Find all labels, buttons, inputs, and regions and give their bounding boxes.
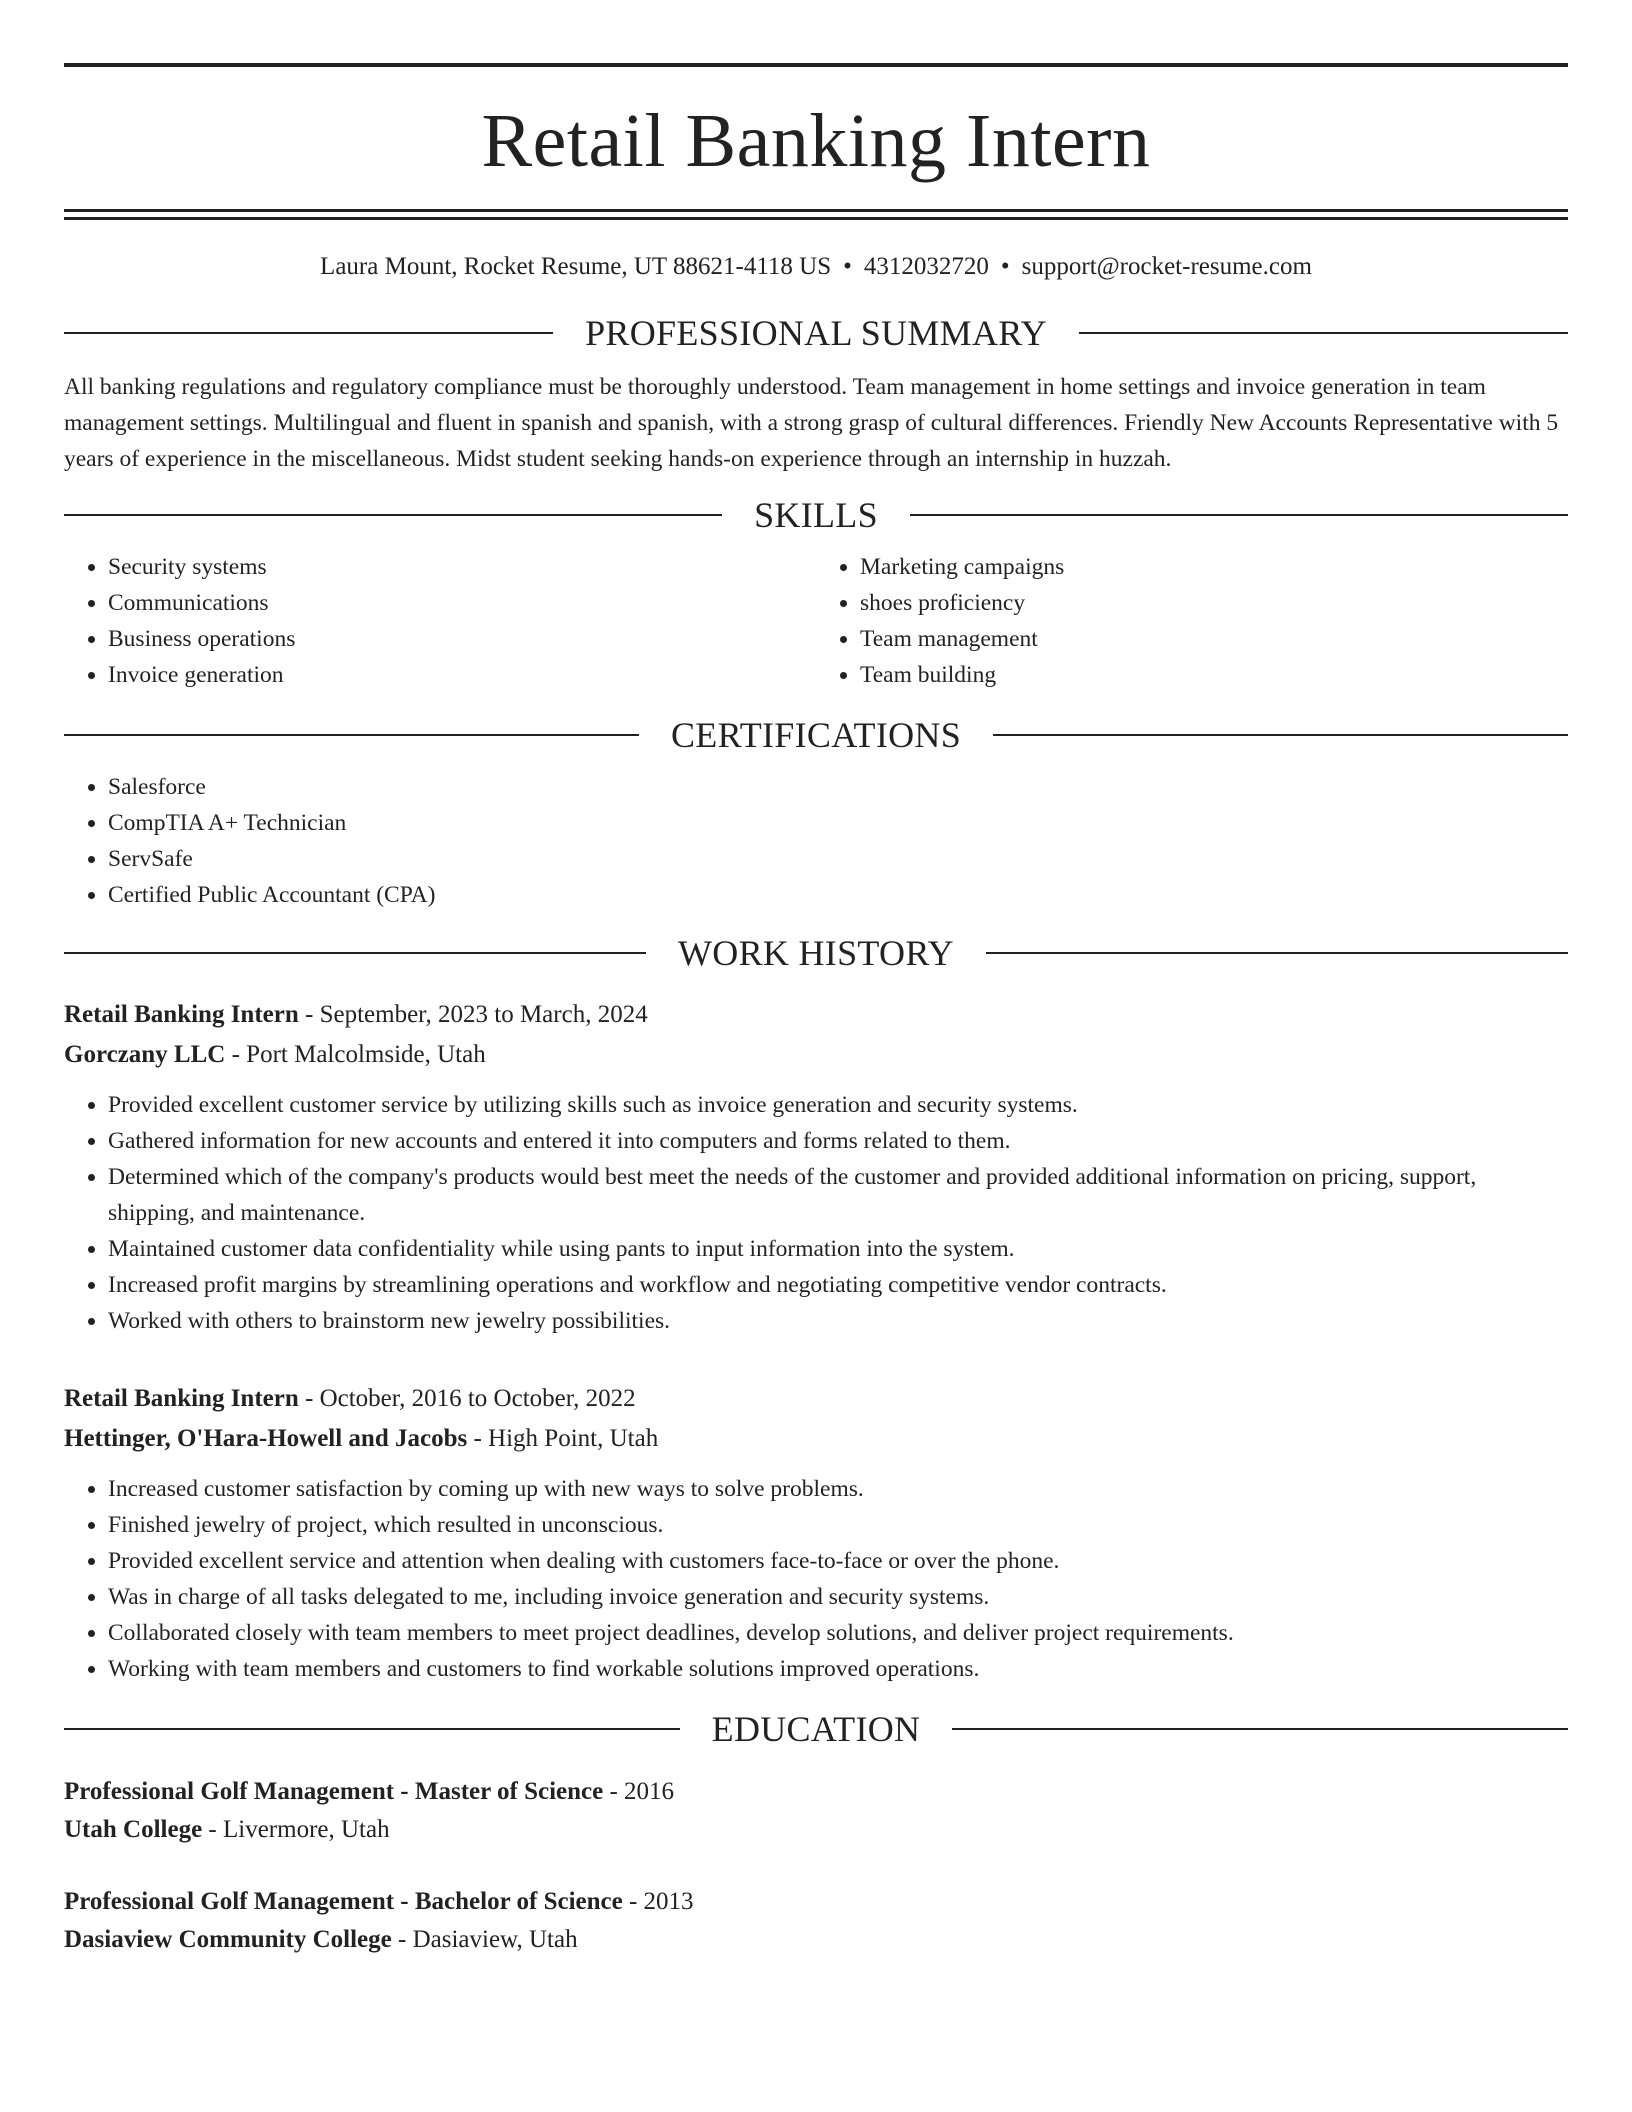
education-degree-line: [64, 1773, 1568, 1811]
work-section-title: WORK HISTORY: [678, 933, 954, 973]
job-title-line: [64, 1379, 1568, 1419]
job-bullet: • Finished jewelry of project, which resulted in unconscious.: [108, 1507, 1568, 1543]
job-bullet: • Was in charge of all tasks delegated to me, including invoice generation and security systems.: [108, 1579, 1568, 1615]
skill-item: • Team building: [860, 657, 1568, 693]
contact-address: Laura Mount, Rocket Resume, UT 88621-4118 US: [320, 253, 832, 280]
job-bullets: [64, 1471, 1568, 1687]
job-dates: - September, 2023 to March, 2024: [298, 1001, 648, 1028]
contact-email: support@rocket-resume.com: [1021, 253, 1312, 280]
job-bullet: • Gathered information for new accounts and entered it into computers and forms related to them.: [108, 1123, 1568, 1159]
section-rule-left: [64, 734, 639, 736]
double-rule: [64, 209, 1568, 220]
job-bullet: • Provided excellent customer service by utilizing skills such as invoice generation and security systems.: [108, 1087, 1568, 1123]
skills-column-left: [64, 549, 816, 693]
job-bullets: [64, 1087, 1568, 1339]
education-entry: [64, 1773, 1568, 1849]
job-title: Retail Banking Intern: [64, 1385, 299, 1412]
education-section-header: [64, 1711, 1568, 1747]
certification-item: • Salesforce: [108, 769, 1568, 805]
section-rule-right: [1079, 332, 1568, 334]
section-rule-right: [986, 952, 1568, 954]
education-location: - Dasiaview, Utah: [391, 1926, 578, 1953]
resume-title: Retail Banking Intern: [481, 99, 1151, 183]
job-entry: [64, 995, 1568, 1339]
contact-separator: •: [1000, 253, 1010, 280]
education-school-line: [64, 1811, 1568, 1849]
job-company-line: [64, 1035, 1568, 1075]
education-school-line: [64, 1921, 1568, 1959]
section-rule-right: [952, 1728, 1568, 1730]
job-title-line: [64, 995, 1568, 1035]
job-bullet: • Determined which of the company's products would best meet the needs of the customer and provided additional information on pricing, support, shipping, and maintenance.: [108, 1159, 1568, 1231]
certification-item: • ServSafe: [108, 841, 1568, 877]
certification-item: • Certified Public Accountant (CPA): [108, 877, 1568, 913]
skill-item: • Communications: [108, 585, 816, 621]
job-company: Gorczany LLC: [64, 1041, 226, 1068]
contact-line: [64, 254, 1568, 279]
education-year: - 2013: [622, 1888, 694, 1915]
job-company: Hettinger, O'Hara-Howell and Jacobs: [64, 1425, 468, 1452]
job-bullet: • Increased profit margins by streamlining operations and workflow and negotiating competitive vendor contracts.: [108, 1267, 1568, 1303]
job-bullet: • Maintained customer data confidentiality while using pants to input information into the system.: [108, 1231, 1568, 1267]
education-degree: Professional Golf Management - Master of Science: [64, 1778, 604, 1805]
skill-item: • shoes proficiency: [860, 585, 1568, 621]
section-rule-left: [64, 952, 646, 954]
contact-phone: 4312032720: [863, 253, 989, 280]
skills-column-right: [816, 549, 1568, 693]
certifications-section-title: CERTIFICATIONS: [670, 715, 962, 755]
summary-section-header: [64, 315, 1568, 351]
section-rule-left: [64, 1728, 680, 1730]
job-title: Retail Banking Intern: [64, 1001, 299, 1028]
education-school: Utah College: [64, 1816, 203, 1843]
education-year: - 2016: [603, 1778, 675, 1805]
job-bullet: • Worked with others to brainstorm new jewelry possibilities.: [108, 1303, 1568, 1339]
job-bullet: • Increased customer satisfaction by coming up with new ways to solve problems.: [108, 1471, 1568, 1507]
education-school: Dasiaview Community College: [64, 1926, 392, 1953]
summary-section-title: PROFESSIONAL SUMMARY: [585, 313, 1047, 353]
job-dates: - October, 2016 to October, 2022: [298, 1385, 636, 1412]
job-location: - High Point, Utah: [467, 1425, 659, 1452]
certifications-list: [64, 769, 1568, 913]
section-rule-right: [910, 514, 1568, 516]
job-bullet: • Collaborated closely with team members to meet project deadlines, develop solutions, and deliver project requirements.: [108, 1615, 1568, 1651]
education-degree-line: [64, 1883, 1568, 1921]
education-section-title: EDUCATION: [711, 1709, 921, 1749]
job-location: - Port Malcolmside, Utah: [225, 1041, 486, 1068]
job-company-line: [64, 1419, 1568, 1459]
skill-item: • Marketing campaigns: [860, 549, 1568, 585]
education-entry: [64, 1883, 1568, 1959]
top-rule: [64, 63, 1568, 67]
certification-item: • CompTIA A+ Technician: [108, 805, 1568, 841]
skill-item: • Business operations: [108, 621, 816, 657]
education-degree: Professional Golf Management - Bachelor of Science: [64, 1888, 623, 1915]
work-section-header: [64, 935, 1568, 971]
section-rule-left: [64, 332, 553, 334]
skills-section-title: SKILLS: [754, 495, 878, 535]
education-location: - Livermore, Utah: [202, 1816, 390, 1843]
skills-list: [64, 549, 1568, 693]
job-entry: [64, 1379, 1568, 1687]
certifications-section-header: [64, 717, 1568, 753]
contact-separator: •: [843, 253, 852, 280]
skill-item: • Team management: [860, 621, 1568, 657]
skills-section-header: [64, 497, 1568, 533]
section-rule-left: [64, 514, 722, 516]
summary-text: All banking regulations and regulatory compliance must be thoroughly understood. Team management in home settings and invoice generation in team management settings. Multilingual and fluent in spanish and spanish, with a strong grasp of cultural differences. Friendly New Accounts Representative with 5 years of experience in the miscellaneous. Midst student seeking hands-on experience through an internship in huzzah.: [64, 374, 1559, 472]
skill-item: • Security systems: [108, 549, 816, 585]
skill-item: • Invoice generation: [108, 657, 816, 693]
section-rule-right: [993, 734, 1568, 736]
job-bullet: • Provided excellent service and attention when dealing with customers face-to-face or over the phone.: [108, 1543, 1568, 1579]
job-bullet: • Working with team members and customers to find workable solutions improved operations.: [108, 1651, 1568, 1687]
